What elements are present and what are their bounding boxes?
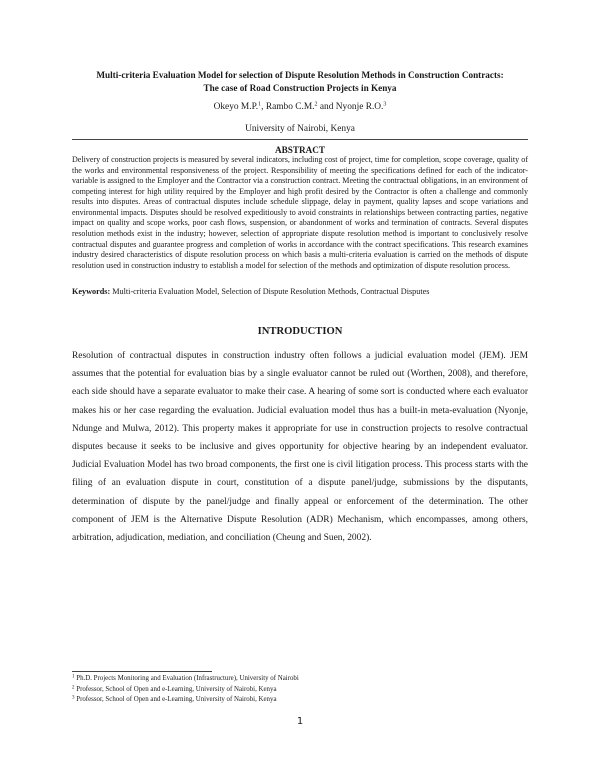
title-line-1: Multi-criteria Evaluation Model for selection of Dispute Resolution Methods in Construction Contracts: [96,70,504,80]
footnote-mark: 2 [72,685,75,691]
author-name: Rambo C.M. [265,102,315,112]
author-footnote-mark: 1 [258,101,262,108]
footnote-divider [72,671,212,672]
footnotes [72,674,528,706]
author-separator: , [261,102,266,112]
footnote-mark: 1 [72,674,75,680]
introduction-heading: INTRODUCTION [257,326,343,337]
footnote-mark: 3 [72,695,75,701]
footnote-item [72,674,528,685]
footnote-text: Professor, School of Open and e-Learning, University of Nairobi, Kenya [76,696,277,704]
affiliation: University of Nairobi, Kenya [245,124,355,134]
footnote-text: Ph.D. Projects Monitoring and Evaluation (Infrastructure), University of Nairobi [76,675,299,682]
page-number: 1 [296,716,304,727]
footnote-item [72,695,528,706]
footnote-text: Professor, School of Open and e-Learning, University of Nairobi, Kenya [76,685,277,693]
title-line-2: The case of Road Construction Projects in Kenya [203,83,397,93]
author-footnote-mark: 2 [314,101,318,108]
keywords-text: Multi-criteria Evaluation Model, Selection of Dispute Resolution Methods, Contractual Disputes [112,287,430,296]
abstract-heading: ABSTRACT [274,145,326,155]
author-name: Okeyo M.P. [213,102,259,112]
author-conjunction: and [317,102,336,112]
author-list [60,101,540,113]
author-name: Nyonje R.O. [335,102,384,112]
abstract-text: Delivery of construction projects is measured by several indicators, including cost of project, time for completion, scope coverage, quality of the works and environmental responsiveness of the project. Responsibility of meeting the specifications defined for each of the indicator-variable is assigned to the Employer and the Contractor via a construction contract. Meeting the contractual obligations, in an environment of competing interest for high utility required by the Employer and high profit desired by the Contractor is often a challenge and commonly results into disputes. Areas of contractual disputes include schedule slippage, delay in payment, quality lapses and scope variations and environmental impacts. Disputes should be resolved expeditiously to avoid constraints in relationships between contracting parties, negative impact on quality and scope works, poor cash flows, suspension, or abandonment of works and termination of contracts. Several disputes resolution methods exist in the industry; however, selection of appropriate dispute resolution method is important to conclusively resolve contractual disputes and guarantee progress and completion of works in accordance with the contract specifications. This research examines industry desired characteristics of dispute resolution process on which basis a multi-criteria evaluation is carried on the methods of dispute resolution used in construction industry to establish a model for selection of the methods and optimization of dispute resolution process. [72,155,528,270]
keywords-line [72,286,528,297]
header-divider [72,139,528,140]
footnote-item [72,685,528,696]
introduction-paragraph: Resolution of contractual disputes in construction industry often follows a judicial evaluation model (JEM). JEM assumes that the potential for evaluation bias by a single evaluator cannot be ruled out (Worthen, 2008), and therefore, each side should have a separate evaluator to make their case. A hearing of some sort is conducted where each evaluator makes his or her case regarding the evaluation. Judicial evaluation model thus has a built-in meta-evaluation (Nyonje, Ndunge and Mulwa, 2012). This property makes it appropriate for use in construction projects to resolve contractual disputes because it seeks to be inclusive and gives opportunity for objective hearing by an independent evaluator. Judicial Evaluation Model has two broad components, the first one is civil litigation process. This process starts with the filing of an evaluation dispute in court, constitution of a dispute panel/judge, submissions by the disputants, determination of dispute by the panel/judge and finally appeal or enforcement of the determination. The other component of JEM is the Alternative Dispute Resolution (ADR) Mechanism, which encompasses, among others, arbitration, adjudication, mediation, and conciliation (Cheung and Suen, 2002). [72,351,528,544]
author-footnote-mark: 3 [383,101,387,108]
keywords-label: Keywords: [72,287,111,296]
paper-title [60,69,540,95]
